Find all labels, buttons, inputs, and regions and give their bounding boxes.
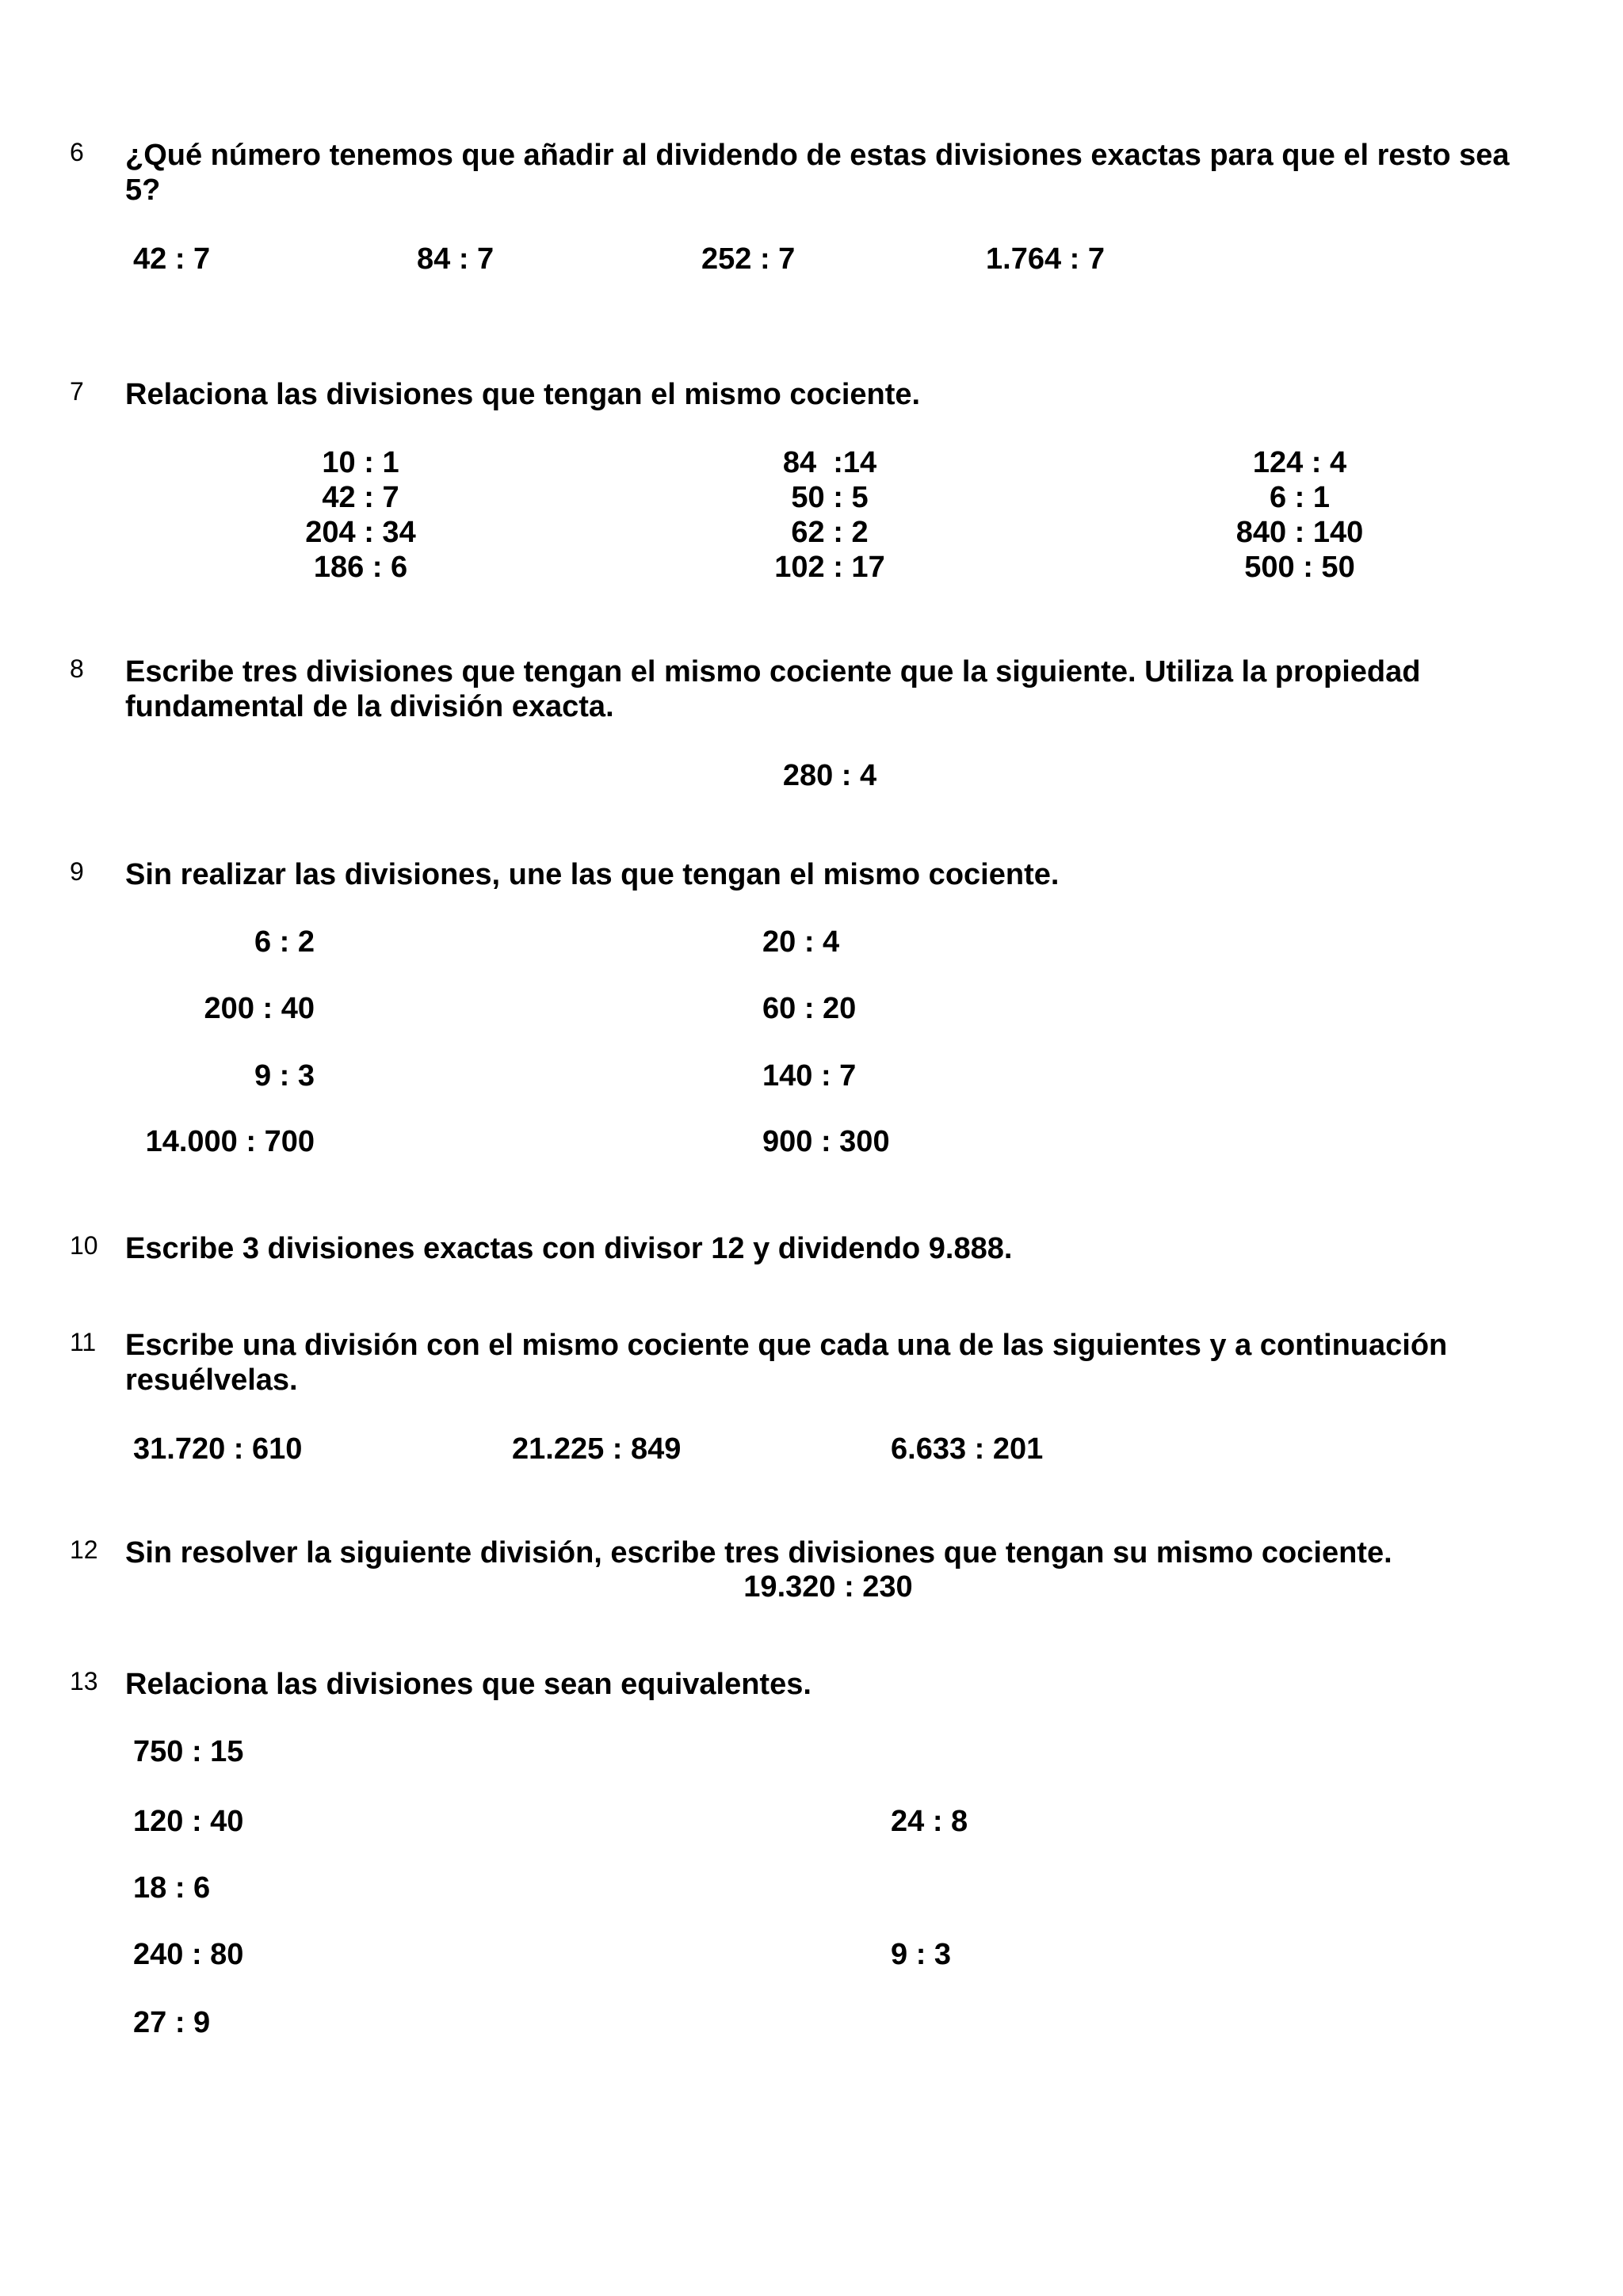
- division-item: 50 : 5: [791, 481, 869, 514]
- division-item: 204 : 34: [305, 516, 416, 549]
- division-item: 186 : 6: [313, 551, 408, 584]
- question-10-text: Escribe 3 divisiones exactas con divisor 12 y dividendo 9.888.: [125, 1232, 1013, 1265]
- question-number: 8: [70, 654, 84, 683]
- division-item: 9 : 3: [891, 1938, 952, 1971]
- division-item: 18 : 6: [133, 1871, 211, 1905]
- division-item: 27 : 9: [133, 2006, 211, 2039]
- division-item: 900 : 300: [762, 1125, 890, 1158]
- question-number: 9: [70, 857, 84, 886]
- division-item: 10 : 1: [322, 446, 399, 479]
- division-item: 240 : 80: [133, 1938, 244, 1971]
- division-item: 500 : 50: [1244, 551, 1355, 584]
- question-6-text-line-1: ¿Qué número tenemos que añadir al dividendo de estas divisiones exactas para que el resto sea: [125, 139, 1510, 172]
- division-item: 14.000 : 700: [145, 1125, 315, 1158]
- division-item: 31.720 : 610: [133, 1432, 303, 1466]
- division-item: 280 : 4: [782, 759, 877, 792]
- question-8-text-line-2: fundamental de la división exacta.: [125, 690, 614, 723]
- division-item: 1.764 : 7: [986, 242, 1105, 276]
- division-item: 84 : 7: [417, 242, 495, 276]
- division-item: 750 : 15: [133, 1735, 244, 1768]
- division-item: 252 : 7: [701, 242, 796, 276]
- division-item: 21.225 : 849: [512, 1432, 682, 1466]
- question-number: 10: [70, 1231, 98, 1260]
- question-8-text-line-1: Escribe tres divisiones que tengan el mismo cociente que la siguiente. Utiliza la propiedad: [125, 655, 1421, 688]
- question-number: 6: [70, 138, 84, 166]
- division-item: 20 : 4: [762, 925, 840, 959]
- division-item: 840 : 140: [1235, 516, 1364, 549]
- division-item: 120 : 40: [133, 1805, 244, 1838]
- division-item: 102 : 17: [774, 551, 885, 584]
- division-item: 60 : 20: [762, 992, 857, 1025]
- question-number: 11: [70, 1328, 97, 1356]
- question-13-text: Relaciona las divisiones que sean equivalentes.: [125, 1668, 812, 1701]
- question-7-text: Relaciona las divisiones que tengan el mismo cociente.: [125, 378, 921, 411]
- division-item: 84 :14: [782, 446, 877, 479]
- division-column-2: [711, 445, 949, 585]
- division-item: 42 : 7: [133, 242, 211, 276]
- division-item: 140 : 7: [762, 1059, 857, 1093]
- division-item: 9 : 3: [254, 1059, 315, 1093]
- question-9-text: Sin realizar las divisiones, une las que tengan el mismo cociente.: [125, 858, 1060, 891]
- division-item: 19.320 : 230: [743, 1570, 913, 1604]
- division-item: 124 : 4: [1252, 446, 1347, 479]
- division-item: 24 : 8: [891, 1805, 968, 1838]
- question-12-text: Sin resolver la siguiente división, escribe tres divisiones que tengan su mismo cociente.: [125, 1536, 1392, 1569]
- question-number: 12: [70, 1535, 98, 1564]
- division-item: 6 : 1: [1269, 481, 1331, 514]
- division-item: 200 : 40: [204, 992, 315, 1025]
- question-number: 13: [70, 1667, 98, 1695]
- division-item: 6.633 : 201: [891, 1432, 1044, 1466]
- division-item: 62 : 2: [791, 516, 869, 549]
- question-6-text-line-2: 5?: [125, 174, 161, 207]
- division-column-3: [1181, 445, 1419, 585]
- question-11-text-line-1: Escribe una división con el mismo cociente que cada una de las siguientes y a continuación: [125, 1329, 1448, 1362]
- division-item: 42 : 7: [322, 481, 399, 514]
- question-number: 7: [70, 377, 84, 406]
- question-11-text-line-2: resuélvelas.: [125, 1363, 298, 1397]
- division-column-1: [242, 445, 479, 585]
- division-item: 6 : 2: [254, 925, 315, 959]
